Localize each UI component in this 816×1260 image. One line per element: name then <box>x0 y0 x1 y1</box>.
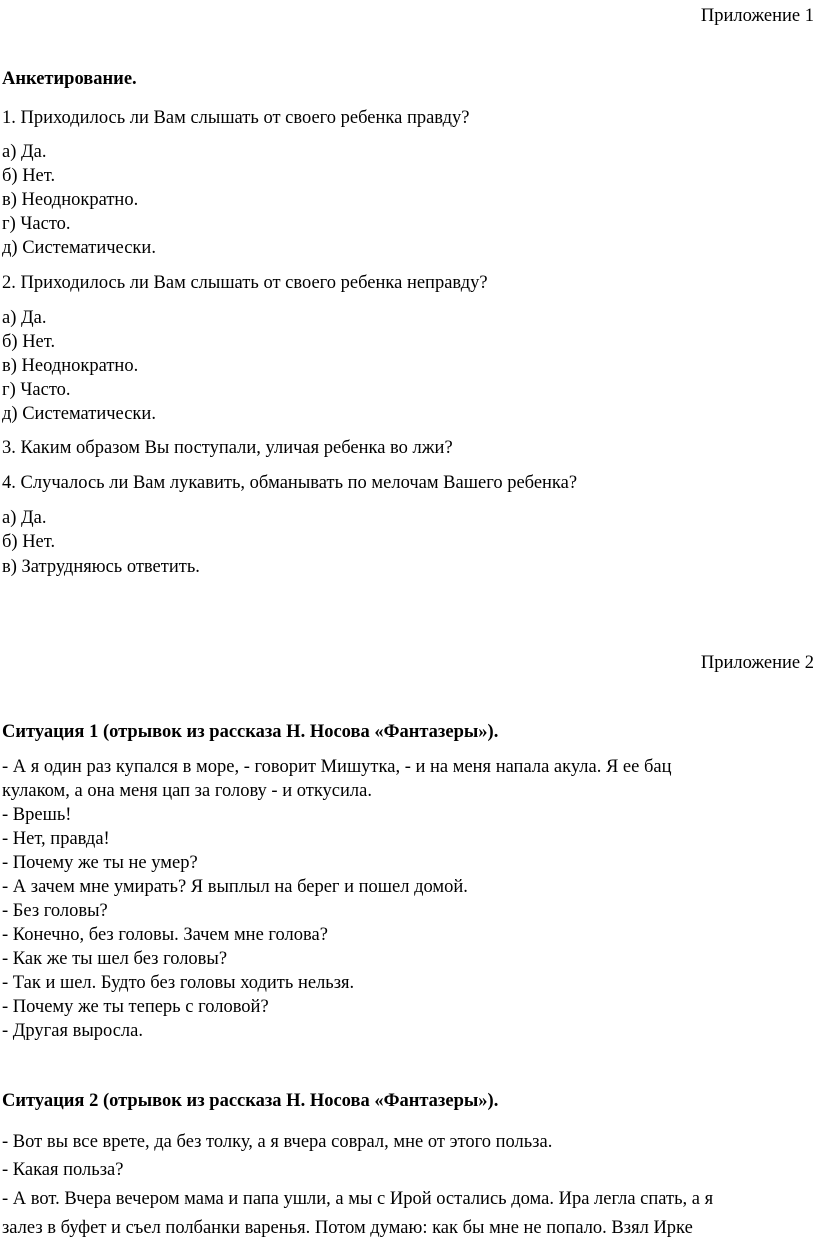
situation-1-line: - Врешь! <box>2 805 72 825</box>
q1-option-a: а) Да. <box>2 142 47 162</box>
situation-2-line: - Вот вы все врете, да без толку, а я вчера соврал, мне от этого польза. <box>2 1132 553 1152</box>
questionnaire-title: Анкетирование. <box>2 69 137 89</box>
situation-1-line: - Нет, правда! <box>2 829 110 849</box>
question-4: 4. Случалось ли Вам лукавить, обманывать по мелочам Вашего ребенка? <box>2 473 578 493</box>
q2-option-c: в) Неоднократно. <box>2 356 139 376</box>
question-1: 1. Приходилось ли Вам слышать от своего ребенка правду? <box>2 108 470 128</box>
situation-2-line: - А вот. Вчера вечером мама и папа ушли, а мы с Ирой остались дома. Ира легла спать, а я <box>2 1189 714 1209</box>
situation-1-title: Ситуация 1 (отрывок из рассказа Н. Носова «Фантазеры»). <box>2 722 499 742</box>
q2-option-b: б) Нет. <box>2 332 56 352</box>
situation-2-line: залез в буфет и съел полбанки варенья. Потом думаю: как бы мне не попало. Взял Ирке <box>2 1218 693 1238</box>
situation-1-line: кулаком, а она меня цап за голову - и откусила. <box>2 781 372 801</box>
q2-option-a: а) Да. <box>2 308 47 328</box>
appendix-1-label: Приложение 1 <box>700 6 814 26</box>
situation-1-line: - Другая выросла. <box>2 1021 143 1041</box>
question-2: 2. Приходилось ли Вам слышать от своего ребенка неправду? <box>2 273 488 293</box>
situation-1-line: - А зачем мне умирать? Я выплыл на берег и пошел домой. <box>2 877 468 897</box>
situation-1-line: - Как же ты шел без головы? <box>2 949 228 969</box>
q1-option-c: в) Неоднократно. <box>2 190 139 210</box>
situation-1-line: - Почему же ты не умер? <box>2 853 198 873</box>
situation-1-line: - Почему же ты теперь с головой? <box>2 997 269 1017</box>
situation-1-line: - Так и шел. Будто без головы ходить нельзя. <box>2 973 355 993</box>
situation-2-line: - Какая польза? <box>2 1160 124 1180</box>
q4-option-b: б) Нет. <box>2 532 56 552</box>
q2-option-e: д) Систематически. <box>2 404 156 424</box>
situation-1-line: - Конечно, без головы. Зачем мне голова? <box>2 925 328 945</box>
situation-1-line: - Без головы? <box>2 901 108 921</box>
q4-option-c: в) Затрудняюсь ответить. <box>2 557 200 577</box>
q1-option-d: г) Часто. <box>2 214 71 234</box>
question-3: 3. Каким образом Вы поступали, уличая ребенка во лжи? <box>2 438 453 458</box>
q1-option-e: д) Систематически. <box>2 238 156 258</box>
situation-1-line: - А я один раз купался в море, - говорит Мишутка, - и на меня напала акула. Я ее бац <box>2 757 672 777</box>
appendix-2-label: Приложение 2 <box>700 653 814 673</box>
situation-2-title: Ситуация 2 (отрывок из рассказа Н. Носова «Фантазеры»). <box>2 1091 499 1111</box>
q4-option-a: а) Да. <box>2 508 47 528</box>
q2-option-d: г) Часто. <box>2 380 71 400</box>
q1-option-b: б) Нет. <box>2 166 56 186</box>
